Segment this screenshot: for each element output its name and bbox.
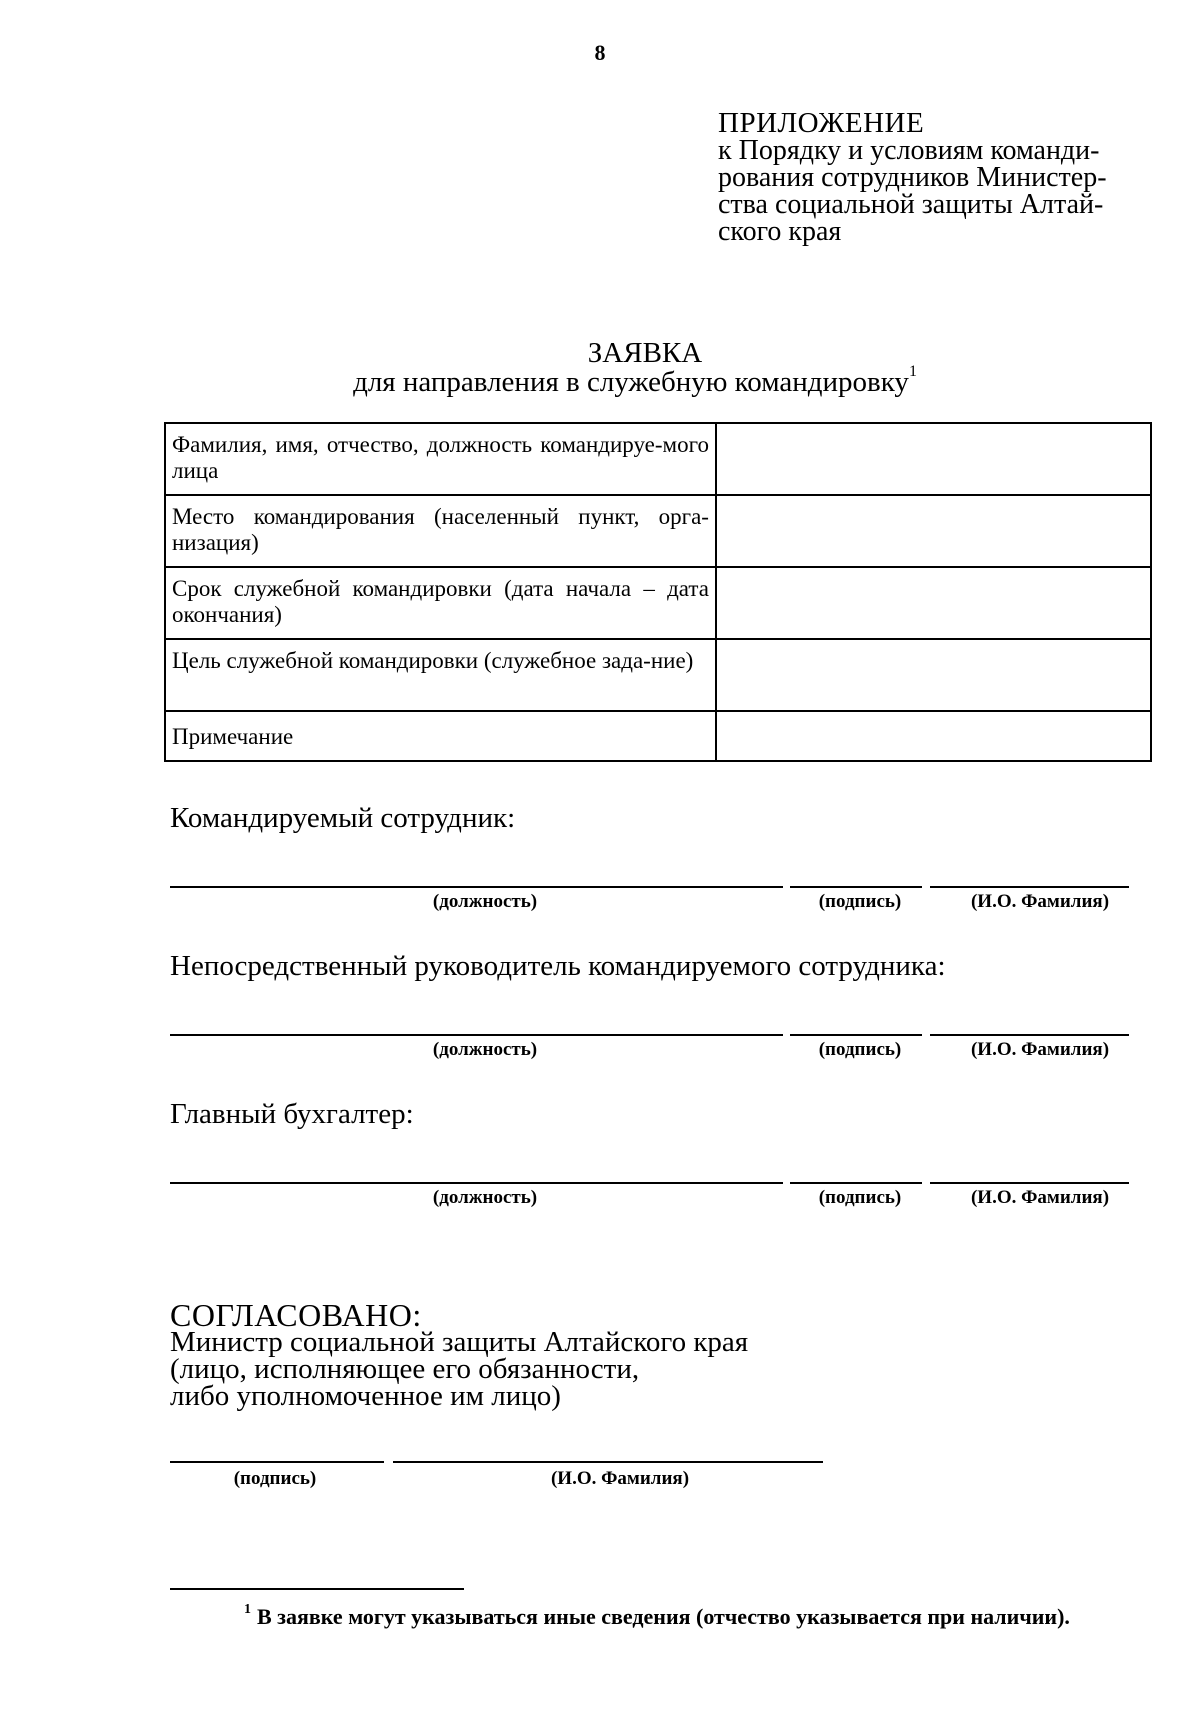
footnote-divider (170, 1588, 464, 1590)
signature-caption: (подпись) (818, 891, 902, 912)
form-row-value[interactable] (716, 639, 1151, 711)
form-row-label: Цель служебной командировки (служебное зада-ние) (165, 639, 716, 711)
form-row (165, 639, 1151, 711)
position-caption: (должность) (432, 1039, 538, 1060)
signature-heading: Главный бухгалтер: (170, 1098, 414, 1130)
form-row (165, 567, 1151, 639)
name-caption: (И.О. Фамилия) (550, 1468, 690, 1489)
footnote-mark: 1 (244, 1601, 251, 1617)
name-line[interactable] (930, 1034, 1129, 1036)
position-line[interactable] (170, 886, 783, 888)
form-row-value[interactable] (716, 495, 1151, 567)
form-row-value[interactable] (716, 423, 1151, 495)
name-caption: (И.О. Фамилия) (970, 891, 1110, 912)
form-row-label: Место командирования (населенный пункт, орга-низация) (165, 495, 716, 567)
form-row-value[interactable] (716, 567, 1151, 639)
agreed-line: либо уполномоченное им лицо) (170, 1380, 561, 1412)
position-caption: (должность) (432, 1187, 538, 1208)
form-row-label: Примечание (165, 711, 716, 761)
document-subtitle (0, 363, 1200, 399)
form-row-label: Срок служебной командировки (дата начала – дата окончания) (165, 567, 716, 639)
footnote-reference: 1 (908, 363, 917, 381)
name-caption: (И.О. Фамилия) (970, 1187, 1110, 1208)
form-row (165, 495, 1151, 567)
form-row-label: Фамилия, имя, отчество, должность командируе-мого лица (165, 423, 716, 495)
appendix-line: рования сотрудников Министер- (718, 162, 1107, 193)
signature-caption: (подпись) (818, 1039, 902, 1060)
name-line[interactable] (930, 886, 1129, 888)
signature-line[interactable] (790, 1034, 922, 1036)
signature-heading: Непосредственный руководитель командируемого сотрудника: (170, 950, 946, 982)
footnote-text: В заявке могут указываться иные сведения (отчество указывается при наличии). (257, 1604, 1070, 1629)
agreed-line: (лицо, исполняющее его обязанности, (170, 1353, 640, 1385)
agreed-title: СОГЛАСОВАНО: (170, 1297, 422, 1333)
appendix-heading: ПРИЛОЖЕНИЕ (718, 107, 925, 139)
form-row (165, 423, 1151, 495)
signature-caption: (подпись) (818, 1187, 902, 1208)
appendix-line: ского края (718, 216, 842, 247)
document-title: ЗАЯВКА (587, 337, 703, 369)
request-form-table (164, 422, 1152, 762)
position-line[interactable] (170, 1034, 783, 1036)
form-row-value[interactable] (716, 711, 1151, 761)
name-caption: (И.О. Фамилия) (970, 1039, 1110, 1060)
signature-heading: Командируемый сотрудник: (170, 802, 516, 834)
agreed-block (170, 1297, 749, 1412)
name-line[interactable] (393, 1461, 823, 1463)
footnote (244, 1601, 1070, 1630)
signature-line[interactable] (170, 1461, 384, 1463)
signature-caption: (подпись) (233, 1468, 317, 1489)
agreed-line: Министр социальной защиты Алтайского края (170, 1326, 749, 1358)
appendix-line: к Порядку и условиям команди- (718, 135, 1100, 166)
appendix-line: ства социальной защиты Алтай- (718, 189, 1104, 220)
position-caption: (должность) (432, 891, 538, 912)
name-line[interactable] (930, 1182, 1129, 1184)
signature-line[interactable] (790, 886, 922, 888)
appendix-block (718, 107, 1148, 247)
signature-line[interactable] (790, 1182, 922, 1184)
subtitle-text: для направления в служебную командировку (353, 366, 909, 398)
form-row (165, 711, 1151, 761)
position-line[interactable] (170, 1182, 783, 1184)
page-number: 8 (594, 40, 606, 65)
